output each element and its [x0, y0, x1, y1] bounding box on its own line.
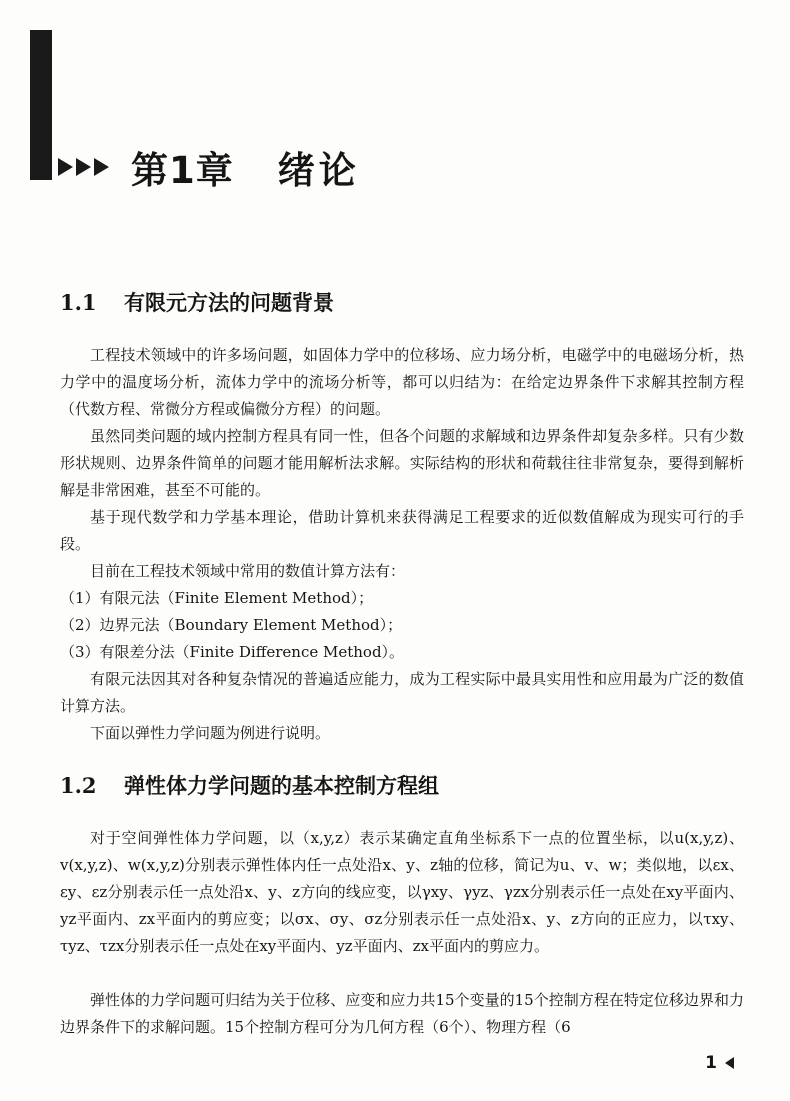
chapter-number: 第1章 — [131, 149, 234, 192]
paragraph: 下面以弹性力学问题为例进行说明。 — [90, 724, 331, 742]
paragraph: 虽然同类问题的域内控制方程具有同一性，但各个问题的求解域和边界条件却复杂多样。只有少数形状规则、边界条件简单的问题才能用解析法求解。实际结构的形状和荷载往往非常复杂，要得到解析解是非常困难，甚至不可能的。 — [60, 427, 744, 499]
section-number: 1.1 — [60, 290, 97, 315]
list-item: （1）有限元法（Finite Element Method）； — [60, 589, 374, 607]
section-number: 1.2 — [60, 773, 97, 798]
section-heading-1-1 — [60, 287, 334, 317]
triangle-left-icon — [725, 1057, 734, 1069]
chapter-heading — [58, 143, 360, 191]
page-number-value: 1 — [705, 1053, 717, 1073]
page-number — [705, 1053, 734, 1073]
paragraph: 目前在工程技术领域中常用的数值计算方法有： — [90, 562, 406, 580]
section-heading-1-2 — [60, 770, 439, 800]
chapter-arrows-icon — [58, 158, 109, 176]
paragraph: 对于空间弹性体力学问题，以（x,y,z）表示某确定直角坐标系下一点的位置坐标，以u(x,y,z)、v(x,y,z)、w(x,y,z)分别表示弹性体内任一点处沿x、y、z轴的位移，简记为u、v、w；类似地，以εx、εy、εz分别表示任一点处沿x、y、z方向的线应变，以γxy、γyz、γzx分别表示任一点处在xy平面内、yz平面内、zx平面内的剪应变；以σx、σy、σz分别表示任一点处沿x、y、z方向的正应力，以τxy、τyz、τzx分别表示任一点处在xy平面内、yz平面内、zx平面内的剪应力。 — [60, 829, 744, 955]
section-title: 有限元方法的问题背景 — [124, 290, 334, 315]
paragraph: 基于现代数学和力学基本理论，借助计算机来获得满足工程要求的近似数值解成为现实可行的手段。 — [60, 508, 744, 553]
paragraph: 工程技术领域中的许多场问题，如固体力学中的位移场、应力场分析，电磁学中的电磁场分析，热力学中的温度场分析，流体力学中的流场分析等，都可以归结为：在给定边界条件下求解其控制方程（代数方程、常微分方程或偏微分方程）的问题。 — [60, 346, 744, 418]
list-item: （3）有限差分法（Finite Difference Method）。 — [60, 643, 405, 661]
paragraph: 弹性体的力学问题可归结为关于位移、应变和应力共15个变量的15个控制方程在特定位移边界和力边界条件下的求解问题。15个控制方程可分为几何方程（6个）、物理方程（6 — [60, 991, 744, 1036]
chapter-title: 绪论 — [277, 149, 360, 192]
list-item: （2）边界元法（Boundary Element Method）； — [60, 616, 403, 634]
chapter-bar — [30, 30, 52, 180]
paragraph: 有限元法因其对各种复杂情况的普遍适应能力，成为工程实际中最具实用性和应用最为广泛的数值计算方法。 — [60, 670, 744, 715]
section-title: 弹性体力学问题的基本控制方程组 — [124, 773, 439, 798]
